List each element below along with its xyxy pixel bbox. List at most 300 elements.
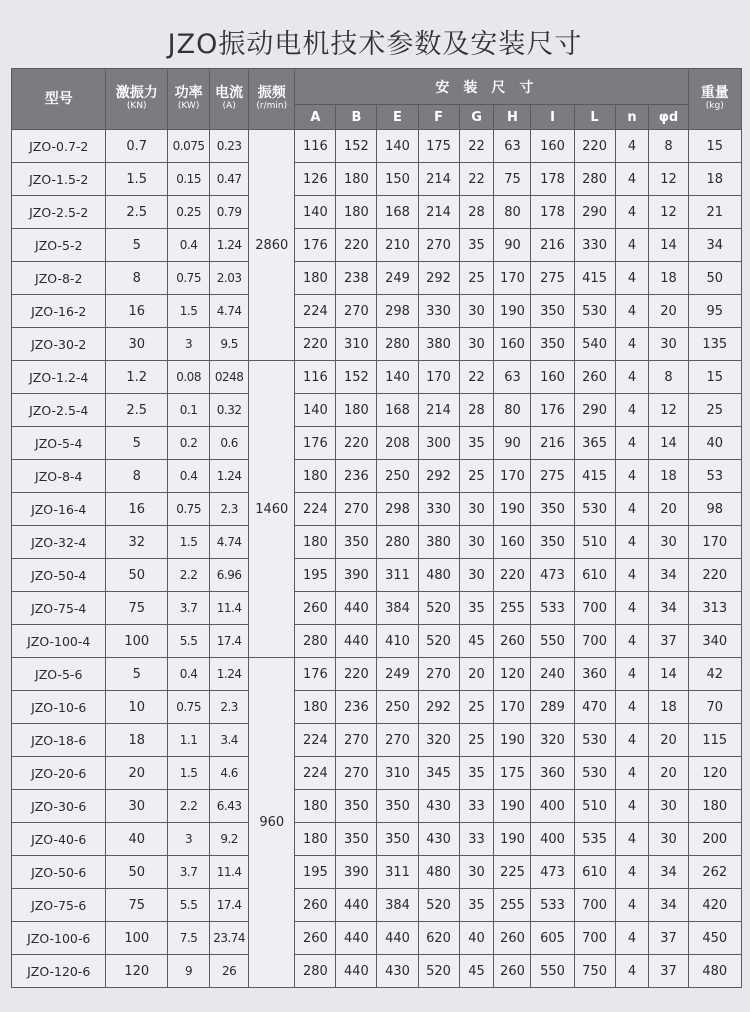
- cell-G: 35: [459, 757, 494, 790]
- cell-weight: 170: [688, 526, 741, 559]
- cell-H: 190: [494, 493, 531, 526]
- cell-F: 330: [418, 295, 459, 328]
- cell-L: 470: [574, 691, 615, 724]
- cell-G: 25: [459, 691, 494, 724]
- cell-B: 310: [336, 328, 377, 361]
- cell-B: 238: [336, 262, 377, 295]
- cell-B: 180: [336, 394, 377, 427]
- cell-I: 360: [531, 757, 574, 790]
- cell-model: JZO-16-2: [12, 295, 106, 328]
- cell-G: 30: [459, 328, 494, 361]
- cell-A: 220: [295, 328, 336, 361]
- cell-B: 152: [336, 130, 377, 163]
- cell-I: 350: [531, 493, 574, 526]
- cell-power: 0.75: [168, 691, 210, 724]
- cell-power: 1.5: [168, 295, 210, 328]
- cell-G: 25: [459, 460, 494, 493]
- cell-H: 170: [494, 460, 531, 493]
- cell-I: 320: [531, 724, 574, 757]
- cell-L: 260: [574, 361, 615, 394]
- cell-n: 4: [615, 328, 649, 361]
- cell-E: 280: [377, 526, 418, 559]
- cell-force: 16: [106, 493, 168, 526]
- cell-model: JZO-30-2: [12, 328, 106, 361]
- cell-E: 410: [377, 625, 418, 658]
- table-row: [12, 460, 742, 493]
- cell-model: JZO-10-6: [12, 691, 106, 724]
- cell-weight: 21: [688, 196, 741, 229]
- cell-weight: 115: [688, 724, 741, 757]
- spec-table: [11, 68, 742, 988]
- header-dim-9: φd: [649, 105, 688, 130]
- cell-d: 8: [649, 361, 688, 394]
- header-model: 型号: [12, 69, 106, 130]
- cell-model: JZO-2.5-2: [12, 196, 106, 229]
- cell-A: 224: [295, 757, 336, 790]
- cell-model: JZO-16-4: [12, 493, 106, 526]
- cell-A: 180: [295, 460, 336, 493]
- cell-G: 20: [459, 658, 494, 691]
- cell-power: 0.075: [168, 130, 210, 163]
- header-dim-5: H: [494, 105, 531, 130]
- cell-n: 4: [615, 295, 649, 328]
- cell-A: 224: [295, 724, 336, 757]
- header-dimensions-group: 安装尺寸: [295, 69, 688, 105]
- cell-n: 4: [615, 724, 649, 757]
- cell-A: 140: [295, 196, 336, 229]
- cell-I: 160: [531, 361, 574, 394]
- cell-A: 280: [295, 955, 336, 988]
- cell-G: 28: [459, 196, 494, 229]
- cell-G: 22: [459, 361, 494, 394]
- table-row: [12, 196, 742, 229]
- cell-B: 440: [336, 625, 377, 658]
- cell-A: 260: [295, 592, 336, 625]
- cell-power: 0.2: [168, 427, 210, 460]
- cell-E: 208: [377, 427, 418, 460]
- cell-H: 190: [494, 790, 531, 823]
- cell-d: 18: [649, 262, 688, 295]
- cell-model: JZO-18-6: [12, 724, 106, 757]
- cell-I: 473: [531, 856, 574, 889]
- cell-weight: 50: [688, 262, 741, 295]
- cell-n: 4: [615, 757, 649, 790]
- cell-G: 22: [459, 130, 494, 163]
- cell-d: 34: [649, 559, 688, 592]
- cell-H: 63: [494, 130, 531, 163]
- cell-frequency: 2860: [249, 130, 295, 361]
- cell-G: 33: [459, 790, 494, 823]
- cell-model: JZO-5-6: [12, 658, 106, 691]
- cell-model: JZO-100-4: [12, 625, 106, 658]
- cell-current: 2.3: [210, 691, 249, 724]
- cell-d: 37: [649, 625, 688, 658]
- cell-G: 33: [459, 823, 494, 856]
- cell-n: 4: [615, 823, 649, 856]
- cell-weight: 15: [688, 361, 741, 394]
- cell-F: 320: [418, 724, 459, 757]
- cell-I: 533: [531, 592, 574, 625]
- cell-F: 330: [418, 493, 459, 526]
- cell-power: 0.75: [168, 493, 210, 526]
- cell-n: 4: [615, 691, 649, 724]
- cell-A: 224: [295, 493, 336, 526]
- cell-B: 220: [336, 229, 377, 262]
- cell-L: 360: [574, 658, 615, 691]
- cell-E: 249: [377, 262, 418, 295]
- cell-F: 480: [418, 856, 459, 889]
- cell-G: 35: [459, 229, 494, 262]
- cell-A: 180: [295, 262, 336, 295]
- cell-F: 300: [418, 427, 459, 460]
- cell-weight: 40: [688, 427, 741, 460]
- cell-E: 210: [377, 229, 418, 262]
- cell-H: 90: [494, 229, 531, 262]
- cell-model: JZO-50-4: [12, 559, 106, 592]
- cell-d: 12: [649, 394, 688, 427]
- cell-I: 533: [531, 889, 574, 922]
- cell-H: 90: [494, 427, 531, 460]
- cell-d: 12: [649, 196, 688, 229]
- cell-weight: 262: [688, 856, 741, 889]
- cell-d: 20: [649, 757, 688, 790]
- cell-E: 168: [377, 394, 418, 427]
- cell-current: 11.4: [210, 592, 249, 625]
- cell-B: 220: [336, 427, 377, 460]
- cell-B: 440: [336, 592, 377, 625]
- header-dim-1: B: [336, 105, 377, 130]
- table-row: [12, 823, 742, 856]
- cell-G: 22: [459, 163, 494, 196]
- cell-model: JZO-2.5-4: [12, 394, 106, 427]
- cell-B: 350: [336, 790, 377, 823]
- cell-weight: 25: [688, 394, 741, 427]
- table-row: [12, 889, 742, 922]
- cell-n: 4: [615, 460, 649, 493]
- cell-A: 176: [295, 229, 336, 262]
- cell-A: 126: [295, 163, 336, 196]
- cell-B: 440: [336, 889, 377, 922]
- table-row: [12, 328, 742, 361]
- cell-current: 4.6: [210, 757, 249, 790]
- table-row: [12, 856, 742, 889]
- cell-A: 116: [295, 130, 336, 163]
- cell-force: 100: [106, 922, 168, 955]
- cell-d: 14: [649, 427, 688, 460]
- table-row: [12, 757, 742, 790]
- cell-E: 270: [377, 724, 418, 757]
- cell-current: 17.4: [210, 889, 249, 922]
- cell-I: 350: [531, 526, 574, 559]
- cell-L: 510: [574, 526, 615, 559]
- cell-H: 190: [494, 823, 531, 856]
- cell-A: 260: [295, 922, 336, 955]
- cell-G: 28: [459, 394, 494, 427]
- cell-I: 275: [531, 460, 574, 493]
- cell-current: 1.24: [210, 658, 249, 691]
- cell-G: 35: [459, 889, 494, 922]
- cell-power: 1.5: [168, 757, 210, 790]
- cell-B: 390: [336, 856, 377, 889]
- cell-L: 700: [574, 625, 615, 658]
- cell-weight: 450: [688, 922, 741, 955]
- cell-n: 4: [615, 955, 649, 988]
- cell-H: 80: [494, 394, 531, 427]
- cell-model: JZO-100-6: [12, 922, 106, 955]
- cell-frequency: 1460: [249, 361, 295, 658]
- cell-n: 4: [615, 889, 649, 922]
- cell-d: 20: [649, 295, 688, 328]
- cell-L: 510: [574, 790, 615, 823]
- cell-weight: 70: [688, 691, 741, 724]
- cell-B: 220: [336, 658, 377, 691]
- cell-E: 140: [377, 130, 418, 163]
- cell-E: 430: [377, 955, 418, 988]
- cell-B: 270: [336, 757, 377, 790]
- cell-weight: 18: [688, 163, 741, 196]
- cell-B: 180: [336, 163, 377, 196]
- table-row: [12, 691, 742, 724]
- cell-B: 236: [336, 691, 377, 724]
- cell-L: 700: [574, 922, 615, 955]
- cell-G: 30: [459, 295, 494, 328]
- cell-power: 7.5: [168, 922, 210, 955]
- cell-F: 292: [418, 460, 459, 493]
- cell-A: 180: [295, 526, 336, 559]
- table-row: [12, 130, 742, 163]
- cell-E: 298: [377, 295, 418, 328]
- cell-power: 0.25: [168, 196, 210, 229]
- header-dim-8: n: [615, 105, 649, 130]
- cell-model: JZO-1.5-2: [12, 163, 106, 196]
- table-row: [12, 559, 742, 592]
- cell-F: 520: [418, 955, 459, 988]
- cell-G: 40: [459, 922, 494, 955]
- header-dim-0: A: [295, 105, 336, 130]
- cell-model: JZO-75-4: [12, 592, 106, 625]
- cell-n: 4: [615, 394, 649, 427]
- cell-power: 0.4: [168, 229, 210, 262]
- cell-power: 3: [168, 328, 210, 361]
- cell-H: 170: [494, 262, 531, 295]
- cell-force: 1.2: [106, 361, 168, 394]
- cell-F: 480: [418, 559, 459, 592]
- cell-force: 1.5: [106, 163, 168, 196]
- cell-G: 35: [459, 427, 494, 460]
- cell-E: 250: [377, 691, 418, 724]
- cell-F: 380: [418, 526, 459, 559]
- cell-force: 2.5: [106, 196, 168, 229]
- cell-model: JZO-120-6: [12, 955, 106, 988]
- cell-F: 380: [418, 328, 459, 361]
- cell-d: 20: [649, 493, 688, 526]
- cell-A: 195: [295, 856, 336, 889]
- cell-power: 5.5: [168, 889, 210, 922]
- cell-weight: 95: [688, 295, 741, 328]
- cell-E: 280: [377, 328, 418, 361]
- cell-power: 5.5: [168, 625, 210, 658]
- cell-weight: 480: [688, 955, 741, 988]
- cell-G: 45: [459, 625, 494, 658]
- cell-L: 330: [574, 229, 615, 262]
- cell-F: 345: [418, 757, 459, 790]
- cell-model: JZO-1.2-4: [12, 361, 106, 394]
- cell-B: 350: [336, 823, 377, 856]
- cell-F: 520: [418, 625, 459, 658]
- cell-B: 270: [336, 493, 377, 526]
- cell-current: 2.3: [210, 493, 249, 526]
- cell-force: 50: [106, 559, 168, 592]
- cell-L: 750: [574, 955, 615, 988]
- cell-d: 18: [649, 460, 688, 493]
- header-weight: 重量 (kg): [688, 69, 741, 130]
- cell-frequency: 960: [249, 658, 295, 988]
- cell-F: 292: [418, 691, 459, 724]
- cell-current: 6.96: [210, 559, 249, 592]
- cell-d: 30: [649, 823, 688, 856]
- cell-power: 1.1: [168, 724, 210, 757]
- cell-d: 20: [649, 724, 688, 757]
- cell-E: 311: [377, 856, 418, 889]
- cell-A: 195: [295, 559, 336, 592]
- cell-n: 4: [615, 658, 649, 691]
- cell-current: 1.24: [210, 460, 249, 493]
- cell-n: 4: [615, 163, 649, 196]
- cell-G: 30: [459, 526, 494, 559]
- cell-current: 17.4: [210, 625, 249, 658]
- table-row: [12, 526, 742, 559]
- cell-H: 80: [494, 196, 531, 229]
- cell-weight: 135: [688, 328, 741, 361]
- cell-n: 4: [615, 592, 649, 625]
- cell-model: JZO-32-4: [12, 526, 106, 559]
- cell-power: 1.5: [168, 526, 210, 559]
- cell-I: 178: [531, 196, 574, 229]
- cell-d: 8: [649, 130, 688, 163]
- cell-L: 290: [574, 196, 615, 229]
- cell-I: 350: [531, 295, 574, 328]
- cell-d: 37: [649, 955, 688, 988]
- cell-model: JZO-8-4: [12, 460, 106, 493]
- table-row: [12, 592, 742, 625]
- cell-G: 30: [459, 856, 494, 889]
- cell-H: 260: [494, 922, 531, 955]
- table-row: [12, 955, 742, 988]
- cell-A: 176: [295, 658, 336, 691]
- cell-power: 3.7: [168, 592, 210, 625]
- table-row: [12, 361, 742, 394]
- cell-F: 214: [418, 196, 459, 229]
- cell-F: 270: [418, 229, 459, 262]
- cell-n: 4: [615, 856, 649, 889]
- cell-weight: 340: [688, 625, 741, 658]
- cell-L: 530: [574, 493, 615, 526]
- cell-B: 270: [336, 295, 377, 328]
- cell-A: 180: [295, 691, 336, 724]
- cell-H: 160: [494, 526, 531, 559]
- cell-force: 50: [106, 856, 168, 889]
- cell-weight: 15: [688, 130, 741, 163]
- cell-H: 75: [494, 163, 531, 196]
- cell-I: 605: [531, 922, 574, 955]
- cell-H: 170: [494, 691, 531, 724]
- cell-L: 280: [574, 163, 615, 196]
- cell-current: 0.32: [210, 394, 249, 427]
- cell-L: 220: [574, 130, 615, 163]
- cell-force: 30: [106, 790, 168, 823]
- cell-n: 4: [615, 262, 649, 295]
- cell-I: 473: [531, 559, 574, 592]
- cell-E: 298: [377, 493, 418, 526]
- cell-force: 0.7: [106, 130, 168, 163]
- cell-current: 3.4: [210, 724, 249, 757]
- cell-model: JZO-20-6: [12, 757, 106, 790]
- cell-B: 440: [336, 955, 377, 988]
- cell-B: 236: [336, 460, 377, 493]
- cell-L: 415: [574, 460, 615, 493]
- table-row: [12, 394, 742, 427]
- cell-B: 180: [336, 196, 377, 229]
- page-title: JZO振动电机技术参数及安装尺寸: [167, 29, 583, 60]
- cell-H: 260: [494, 955, 531, 988]
- cell-power: 0.1: [168, 394, 210, 427]
- cell-F: 175: [418, 130, 459, 163]
- cell-G: 25: [459, 262, 494, 295]
- cell-G: 30: [459, 559, 494, 592]
- cell-F: 292: [418, 262, 459, 295]
- cell-current: 26: [210, 955, 249, 988]
- cell-E: 311: [377, 559, 418, 592]
- cell-force: 75: [106, 889, 168, 922]
- cell-n: 4: [615, 625, 649, 658]
- table-row: [12, 427, 742, 460]
- cell-E: 168: [377, 196, 418, 229]
- cell-current: 0.23: [210, 130, 249, 163]
- cell-E: 249: [377, 658, 418, 691]
- cell-weight: 200: [688, 823, 741, 856]
- cell-model: JZO-5-4: [12, 427, 106, 460]
- cell-force: 120: [106, 955, 168, 988]
- cell-H: 260: [494, 625, 531, 658]
- cell-force: 40: [106, 823, 168, 856]
- cell-F: 214: [418, 163, 459, 196]
- cell-current: 0.6: [210, 427, 249, 460]
- cell-d: 14: [649, 229, 688, 262]
- cell-L: 610: [574, 856, 615, 889]
- cell-F: 430: [418, 790, 459, 823]
- cell-I: 216: [531, 229, 574, 262]
- cell-H: 190: [494, 724, 531, 757]
- cell-current: 6.43: [210, 790, 249, 823]
- cell-E: 384: [377, 889, 418, 922]
- cell-force: 5: [106, 229, 168, 262]
- table-row: [12, 295, 742, 328]
- cell-I: 275: [531, 262, 574, 295]
- cell-H: 255: [494, 592, 531, 625]
- cell-L: 610: [574, 559, 615, 592]
- header-dim-2: E: [377, 105, 418, 130]
- cell-E: 310: [377, 757, 418, 790]
- cell-E: 150: [377, 163, 418, 196]
- cell-power: 2.2: [168, 790, 210, 823]
- cell-n: 4: [615, 361, 649, 394]
- cell-model: JZO-0.7-2: [12, 130, 106, 163]
- cell-A: 180: [295, 823, 336, 856]
- table-row: [12, 229, 742, 262]
- header-dim-7: L: [574, 105, 615, 130]
- cell-B: 152: [336, 361, 377, 394]
- cell-force: 2.5: [106, 394, 168, 427]
